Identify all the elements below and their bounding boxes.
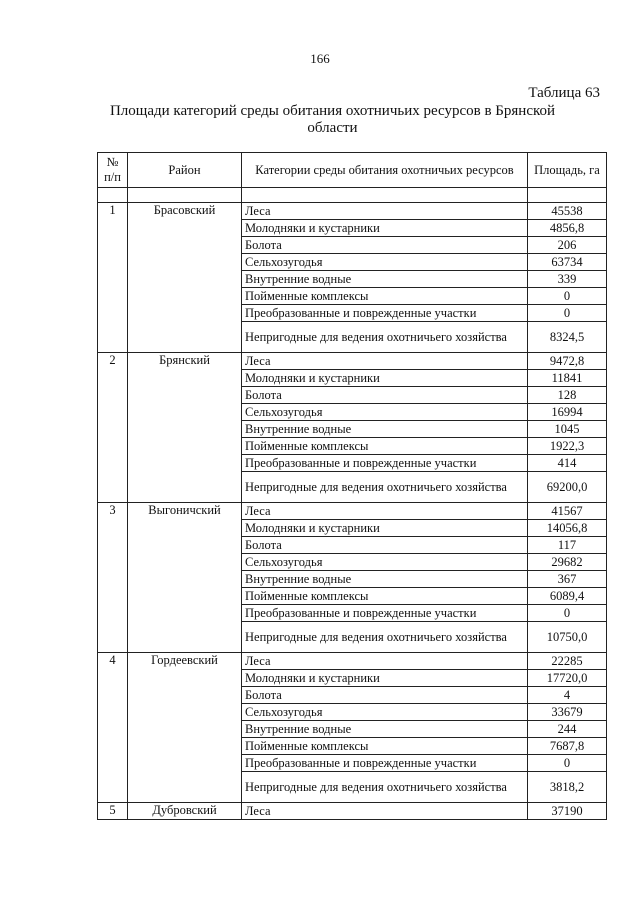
area-cell: 414 xyxy=(528,455,607,472)
area-cell: 367 xyxy=(528,571,607,588)
district-number: 2 xyxy=(98,353,128,503)
header-district: Район xyxy=(128,153,242,188)
category-cell: Сельхозугодья xyxy=(242,254,528,271)
district-number: 4 xyxy=(98,653,128,803)
page-number: 166 xyxy=(310,51,330,66)
area-cell: 4 xyxy=(528,687,607,704)
category-cell: Болота xyxy=(242,687,528,704)
area-cell: 3818,2 xyxy=(528,772,607,803)
category-cell: Молодняки и кустарники xyxy=(242,670,528,687)
category-cell: Леса xyxy=(242,803,528,820)
district-name: Выгоничский xyxy=(128,503,242,653)
category-cell: Болота xyxy=(242,537,528,554)
category-cell: Внутренние водные xyxy=(242,571,528,588)
area-cell: 14056,8 xyxy=(528,520,607,537)
area-cell: 0 xyxy=(528,755,607,772)
header-num: № п/п xyxy=(98,153,128,188)
category-cell: Молодняки и кустарники xyxy=(242,520,528,537)
area-cell: 45538 xyxy=(528,203,607,220)
category-cell: Леса xyxy=(242,203,528,220)
area-cell: 29682 xyxy=(528,554,607,571)
area-cell: 339 xyxy=(528,271,607,288)
district-name: Гордеевский xyxy=(128,653,242,803)
area-cell: 69200,0 xyxy=(528,472,607,503)
area-cell: 1922,3 xyxy=(528,438,607,455)
area-cell: 22285 xyxy=(528,653,607,670)
category-cell: Преобразованные и поврежденные участки xyxy=(242,305,528,322)
area-cell: 11841 xyxy=(528,370,607,387)
category-cell: Непригодные для ведения охотничьего хозяйства xyxy=(242,472,528,503)
district-name: Брянский xyxy=(128,353,242,503)
category-cell: Непригодные для ведения охотничьего хозяйства xyxy=(242,322,528,353)
category-cell: Преобразованные и поврежденные участки xyxy=(242,455,528,472)
category-cell: Болота xyxy=(242,237,528,254)
table-spacer-row xyxy=(98,188,607,203)
category-cell: Преобразованные и поврежденные участки xyxy=(242,605,528,622)
category-cell: Пойменные комплексы xyxy=(242,438,528,455)
category-cell: Внутренние водные xyxy=(242,271,528,288)
category-cell: Сельхозугодья xyxy=(242,704,528,721)
category-cell: Молодняки и кустарники xyxy=(242,220,528,237)
table-row xyxy=(98,353,607,370)
table-row xyxy=(98,503,607,520)
area-cell: 17720,0 xyxy=(528,670,607,687)
area-cell: 6089,4 xyxy=(528,588,607,605)
category-cell: Болота xyxy=(242,387,528,404)
table-row xyxy=(98,203,607,220)
district-name: Дубровский xyxy=(128,803,242,820)
district-number: 5 xyxy=(98,803,128,820)
table-row xyxy=(98,803,607,820)
district-number: 3 xyxy=(98,503,128,653)
area-cell: 244 xyxy=(528,721,607,738)
area-cell: 128 xyxy=(528,387,607,404)
header-area: Площадь, га xyxy=(528,153,607,188)
category-cell: Пойменные комплексы xyxy=(242,738,528,755)
area-cell: 8324,5 xyxy=(528,322,607,353)
area-cell: 4856,8 xyxy=(528,220,607,237)
category-cell: Внутренние водные xyxy=(242,421,528,438)
area-cell: 33679 xyxy=(528,704,607,721)
area-cell: 41567 xyxy=(528,503,607,520)
category-cell: Леса xyxy=(242,653,528,670)
area-cell: 0 xyxy=(528,605,607,622)
area-cell: 7687,8 xyxy=(528,738,607,755)
district-number: 1 xyxy=(98,203,128,353)
table-row xyxy=(98,653,607,670)
category-cell: Внутренние водные xyxy=(242,721,528,738)
area-cell: 1045 xyxy=(528,421,607,438)
area-cell: 117 xyxy=(528,537,607,554)
area-cell: 206 xyxy=(528,237,607,254)
category-cell: Непригодные для ведения охотничьего хозяйства xyxy=(242,622,528,653)
area-cell: 16994 xyxy=(528,404,607,421)
header-category: Категории среды обитания охотничьих ресурсов xyxy=(242,153,528,188)
category-cell: Сельхозугодья xyxy=(242,404,528,421)
district-name: Брасовский xyxy=(128,203,242,353)
category-cell: Молодняки и кустарники xyxy=(242,370,528,387)
area-cell: 10750,0 xyxy=(528,622,607,653)
category-cell: Леса xyxy=(242,503,528,520)
area-cell: 9472,8 xyxy=(528,353,607,370)
area-cell: 0 xyxy=(528,305,607,322)
category-cell: Непригодные для ведения охотничьего хозяйства xyxy=(242,772,528,803)
area-cell: 0 xyxy=(528,288,607,305)
category-cell: Пойменные комплексы xyxy=(242,588,528,605)
area-cell: 37190 xyxy=(528,803,607,820)
category-cell: Сельхозугодья xyxy=(242,554,528,571)
category-cell: Леса xyxy=(242,353,528,370)
table-title: Площади категорий среды обитания охотничьих ресурсов в Брянской области xyxy=(109,103,556,136)
category-cell: Преобразованные и поврежденные участки xyxy=(242,755,528,772)
area-cell: 63734 xyxy=(528,254,607,271)
habitat-area-table xyxy=(97,152,607,820)
category-cell: Пойменные комплексы xyxy=(242,288,528,305)
table-label: Таблица 63 xyxy=(528,85,600,101)
table-body xyxy=(98,188,607,820)
table-header-row xyxy=(98,153,607,188)
